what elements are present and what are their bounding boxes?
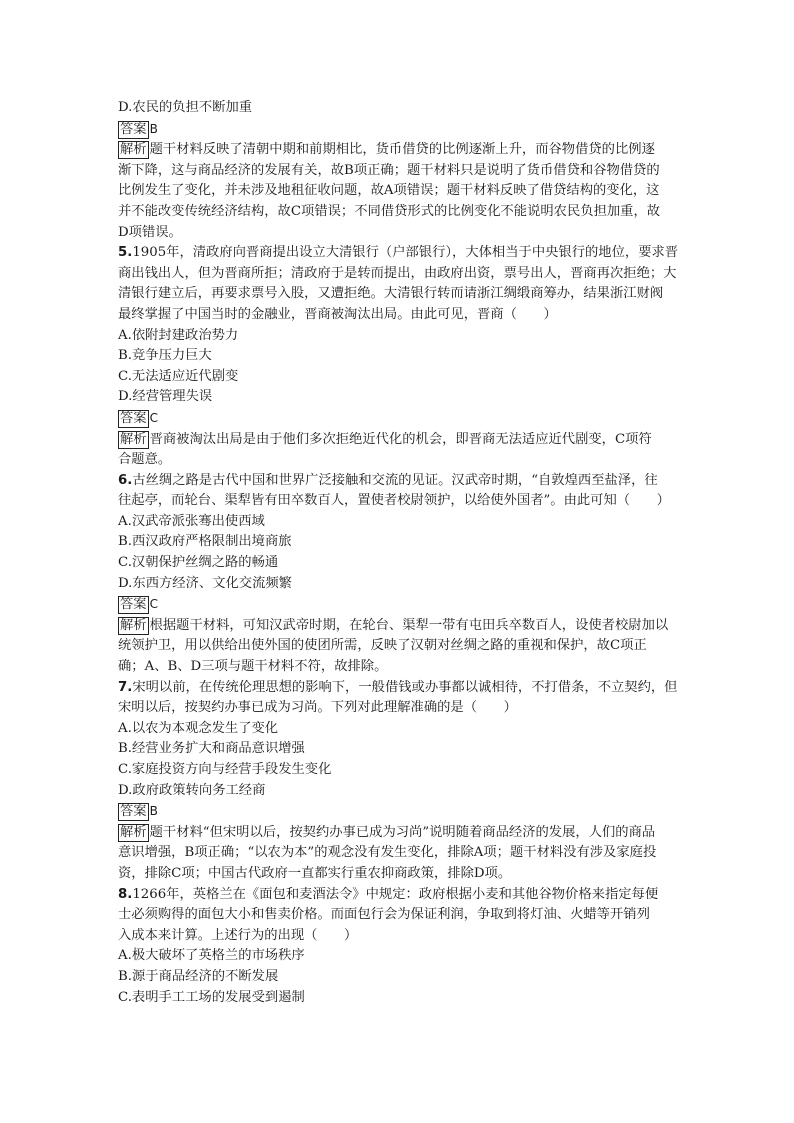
line-text: 统领护卫，用以供给出使外国的使团所需，反映了汉朝对丝绸之路的重视和保护，故C项正 (118, 638, 647, 654)
explanation-line (118, 181, 680, 202)
line-text: 题干材料反映了清朝中期和前期相比，货币借贷的比例逐渐上升，而谷物借贷的比例逐 (149, 142, 655, 158)
answer-option: A.极大破坏了英格兰的市场秩序 (118, 948, 305, 964)
line-text: 宋明以前，在传统伦理思想的影响下，一般借钱或办事都以诚相待，不打借条，不立契约，但 (132, 679, 678, 695)
question-line (118, 284, 680, 305)
question-line (118, 264, 680, 285)
explanation-tag: 解析 (120, 824, 147, 840)
question-number: 8. (118, 886, 133, 902)
explanation (118, 823, 680, 885)
line-text: 1905年，清政府向晋商提出设立大清银行（户部银行），大体相当于中央银行的地位，要求晋 (132, 245, 679, 261)
answer-tag: 答案 (120, 121, 147, 137)
line-text: 商出钱出人，但为晋商所拒；清政府于是转而提出，由政府出资，票号出人，晋商再次拒绝；大 (118, 265, 677, 281)
answer-option: C.无法适应近代剧变 (118, 368, 239, 384)
explanation-tag: 解析 (120, 617, 147, 633)
answer-option: D.农民的负担不断加重 (118, 100, 253, 115)
answer-option: B.西汉政府严格限制出境商旅 (118, 534, 292, 550)
explanation-line (118, 864, 680, 885)
question-line (118, 926, 680, 947)
explanation-line (118, 843, 680, 864)
answer-line (118, 594, 680, 616)
line-text: 清银行建立后，再要求票号入股，又遭拒绝。大清银行转而请浙江绸缎商筹办，结果浙江财阀 (118, 286, 664, 302)
question-line (118, 885, 680, 906)
answer-option: C.汉朝保护丝绸之路的畅通 (118, 555, 279, 571)
answer-option: A.汉武帝派张骞出使西域 (118, 513, 265, 529)
answer-option: B.竞争压力巨大 (118, 348, 212, 364)
explanation-line (118, 140, 680, 161)
line-text: 意识增强，B项正确；“以农为本”的观念没有发生变化，排除A项；题干材料没有涉及家庭投 (118, 845, 657, 861)
explanation-line (118, 161, 680, 182)
question-line (118, 243, 680, 264)
explanation-line (118, 202, 680, 223)
line-text: 往起亭，而轮台、渠犁皆有田卒数百人，置使者校尉领护，以给使外国者”。由此可知（ ） (118, 493, 670, 509)
answer-value: C (149, 597, 158, 612)
answer-option: B.经营业务扩大和商品意识增强 (118, 741, 305, 757)
line-text: 士必须购得的面包大小和售卖价格。而面包行会为保证利润，争取到将灯油、火蜡等开销列 (118, 907, 650, 923)
line-text: 题干材料“但宋明以后，按契约办事已成为习尚”说明随着商品经济的发展，人们的商品 (149, 824, 656, 840)
line-text: 根据题干材料，可知汉武帝时期，在轮台、渠犁一带有屯田兵卒数百人，设使者校尉加以 (149, 617, 669, 633)
question-line (118, 678, 680, 699)
document-body (118, 98, 680, 1008)
explanation-line (118, 657, 680, 678)
question-line (118, 905, 680, 926)
line-text: 渐下降，这与商品经济的发展有关，故B项正确；题干材料只是说明了货币借贷和谷物借贷的 (118, 162, 660, 178)
line-text: 1266年，英格兰在《面包和麦酒法令》中规定：政府根据小麦和其他谷物价格来指定每便 (132, 886, 659, 902)
question (118, 678, 680, 719)
line-text: 入成本来计算。上述行为的出现（ ） (118, 927, 358, 943)
explanation-line (118, 823, 680, 844)
question-line (118, 471, 680, 492)
explanation-line (118, 616, 680, 637)
line-text: 并不能改变传统经济结构，故C项错误；不同借贷形式的比例变化不能说明农民负担加重，故 (118, 203, 661, 219)
question (118, 243, 680, 325)
answer-tag: 答案 (120, 804, 147, 820)
line-text: 比例发生了变化，并未涉及地租征收问题，故A项错误；题干材料反映了借贷结构的变化，这 (118, 183, 660, 199)
line-text: 确；A、B、D三项与题干材料不符，故排除。 (118, 659, 388, 675)
answer-option: C.表明手工工场的发展受到遏制 (118, 989, 305, 1005)
answer-option: D.东西方经济、文化交流频繁 (118, 575, 292, 591)
line-text: 古丝绸之路是古代中国和世界广泛接触和交流的见证。汉武帝时期，“自敦煌西至盐泽，往 (132, 472, 658, 488)
answer-value: C (149, 410, 158, 425)
line-text: 资，排除C项；中国古代政府一直都实行重农抑商政策，排除D项。 (118, 865, 512, 881)
answer-option: B.源于商品经济的不断发展 (118, 968, 279, 984)
answer-option: D.经营管理失误 (118, 389, 213, 405)
explanation-tag: 解析 (120, 431, 147, 447)
explanation (118, 430, 680, 471)
line-text: 合题意。 (118, 452, 172, 468)
answer-value: B (149, 121, 158, 136)
answer-option: A.依附封建政治势力 (118, 327, 239, 343)
line-text: 最终掌握了中国当时的金融业，晋商被淘汰出局。由此可见，晋商（ ） (118, 306, 557, 322)
explanation (118, 140, 680, 243)
line-text: 晋商被淘汰出局是由于他们多次拒绝近代化的机会，即晋商无法适应近代剧变，C项符 (149, 431, 652, 447)
explanation-line (118, 223, 680, 244)
answer-value: B (149, 804, 158, 819)
answer-tag: 答案 (120, 597, 147, 613)
answer-tag: 答案 (120, 410, 147, 426)
question-line (118, 491, 680, 512)
answer-option: A.以农为本观念发生了变化 (118, 720, 279, 736)
explanation-line (118, 636, 680, 657)
explanation (118, 616, 680, 678)
answer-line (118, 408, 680, 430)
answer-option: C.家庭投资方向与经营手段发生变化 (118, 762, 332, 777)
line-text: D项错误。 (118, 224, 182, 240)
question (118, 885, 680, 947)
question (118, 471, 680, 512)
question-number: 5. (118, 245, 133, 261)
question-number: 6. (118, 472, 133, 488)
question-number: 7. (118, 679, 133, 695)
answer-option: D.政府政策转向务工经商 (118, 782, 266, 798)
explanation-line (118, 450, 680, 471)
question-line (118, 305, 680, 326)
explanation-tag: 解析 (120, 142, 147, 158)
answer-line (118, 119, 680, 141)
line-text: 宋明以后，按契约办事已成为习尚。下列对此理解准确的是（ ） (118, 700, 517, 716)
explanation-line (118, 430, 680, 451)
question-line (118, 698, 680, 719)
answer-line (118, 801, 680, 823)
